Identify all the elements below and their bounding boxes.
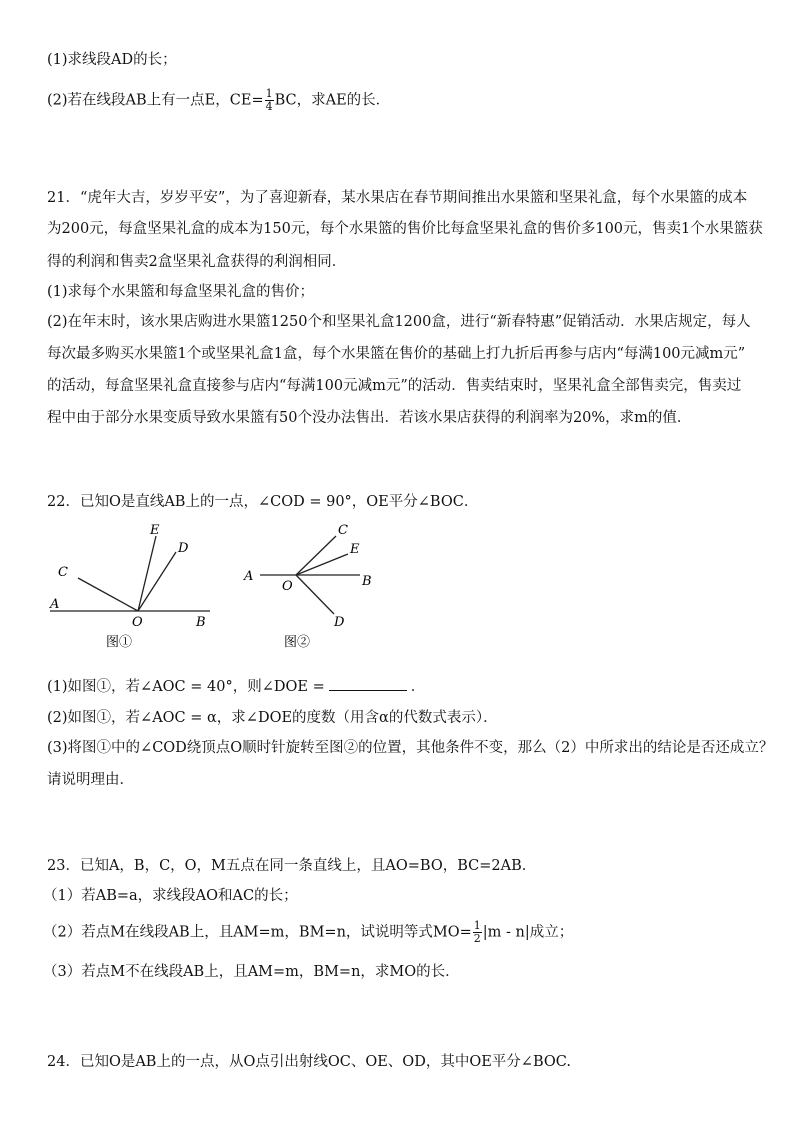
q21-line-7: 的活动，每盒坚果礼盒直接参与店内“每满100元减m元”的活动．售卖结束时，坚果礼盒全部售卖完，售卖过 [47,378,742,394]
q20-part2-ce: CE= [229,92,264,109]
q21-line-4: (1)求每个水果篮和每盒坚果礼盒的售价； [47,284,315,300]
q23-part2-post: |m - n|成立； [482,924,574,941]
fig2-label-c: C [338,523,348,538]
fig1-ray-oc [78,578,138,611]
q21-line-2: 为200元，每盒坚果礼盒的成本为150元，每个水果篮的售价比每盒坚果礼盒的售价多100元，售卖1个水果篮获 [47,221,763,237]
fig2-label-a: A [244,569,254,584]
fig1-label-b: B [196,615,206,630]
q23-part3: （3）若点M不在线段AB上，且AM=m，BM=n，求MO的长． [43,964,460,980]
q22-part1 [47,676,425,697]
q24-stem: 24．已知O是AB上的一点，从O点引出射线OC、OE、OD，其中OE平分∠BOC. [47,1054,571,1070]
fig1-ray-od [138,552,176,611]
q23-part2-pre: （2）若点M在线段AB上，且AM=m，BM=n，试说明等式MO= [43,924,472,941]
q22-stem: 22．已知O是直线AB上的一点，∠COD = 90°，OE平分∠BOC． [47,494,479,510]
q20-frac-num: 1 [265,87,273,100]
q20-fraction [265,88,274,113]
fig1-label-o: O [132,615,143,630]
q23-fraction [473,920,482,945]
q22-part3: (3)将图①中的∠COD绕顶点O顺时针旋转至图②的位置，其他条件不变，那么（2）中所求出的结论是否还成立？ [47,740,774,756]
fig2-caption: 图② [284,635,311,650]
fig1-label-e: E [150,523,160,538]
q20-frac-den: 4 [265,100,273,113]
fig1-label-c: C [58,565,68,580]
q22-part2: (2)如图①，若∠AOC = α，求∠DOE的度数（用含α的代数式表示）． [47,710,498,726]
q20-part2-pre: (2)若在线段AB上有一点E， [47,92,230,109]
q20-part2-post: BC，求AE的长． [274,92,391,109]
q22-figure-2 [238,518,388,658]
q23-stem: 23．已知A，B，C，O，M五点在同一条直线上，且AO=BO，BC=2AB． [47,858,537,874]
fig2-ray-od [296,575,334,614]
q20-part1: (1)求线段AD的长； [47,52,177,68]
q22-part1-post: ． [410,679,426,695]
fig1-label-d: D [178,541,189,556]
answer-blank[interactable] [329,676,407,691]
fig2-label-b: B [362,574,372,589]
q21-line-5: (2)在年末时，该水果店购进水果篮1250个和坚果礼盒1200盒，进行“新春特惠”促销活动．水果店规定，每人 [47,314,751,330]
fig1-ray-oe [138,536,156,611]
q23-part1: （1）若AB=a，求线段AO和AC的长； [43,888,298,904]
fig2-ray-oc [296,536,336,575]
q21-line-6: 每次最多购买水果篮1个或坚果礼盒1盒，每个水果篮在售价的基础上打九折后再参与店内“每满100元减m元” [47,346,746,362]
fig2-ray-oe [296,554,348,575]
fig1-caption: 图① [106,635,133,650]
fig2-label-d: D [334,615,345,630]
q21-line-3: 得的利润和售卖2盒坚果礼盒获得的利润相同． [47,254,347,270]
fig2-label-o: O [282,579,293,594]
q21-line-1: 21．“虎年大吉，岁岁平安”，为了喜迎新春，某水果店在春节期间推出水果篮和坚果礼盒，每个水果篮的成本 [47,190,748,206]
q22-part3-cont: 请说明理由． [47,772,134,788]
q20-part2 [47,88,390,113]
q22-part1-pre: (1)如图①，若∠AOC = 40°，则∠DOE = [47,679,325,695]
fig2-label-e: E [350,542,360,557]
q22-figure-1 [40,518,220,658]
q23-part2 [43,920,573,945]
q23-frac-num: 1 [473,919,481,932]
fig1-label-a: A [50,597,60,612]
q23-frac-den: 2 [473,932,481,945]
q21-line-8: 程中由于部分水果变质导致水果篮有50个没办法售出．若该水果店获得的利润率为20%，求m的值． [47,410,692,426]
